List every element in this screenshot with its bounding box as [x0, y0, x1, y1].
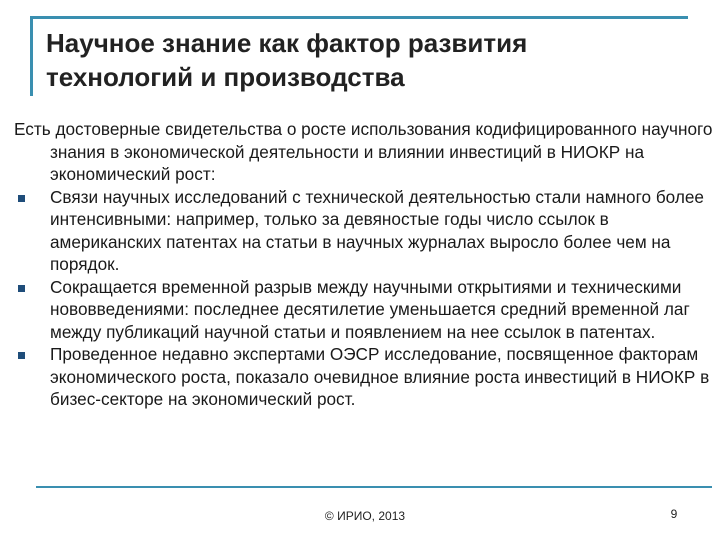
square-bullet-icon [18, 352, 25, 359]
footer-copyright: © ИРИО, 2013 [324, 509, 406, 523]
bullet-item [14, 276, 714, 344]
square-bullet-icon [18, 195, 25, 202]
square-bullet-icon [18, 285, 25, 292]
bullet-item [14, 186, 714, 276]
bullet-text: Сокращается временной разрыв между научными открытиями и техническими нововведениями: последнее десятилетие уменьшается средний временной лаг между публикаций научной статьи и появлением на нее ссылок в патентах. [50, 276, 690, 342]
bullet-list [14, 186, 714, 411]
title-left-rule [30, 16, 33, 96]
slide-body [14, 118, 714, 411]
title-top-rule [30, 16, 688, 19]
intro-paragraph: Есть достоверные свидетельства о росте использования кодифицированного научного знания в экономической деятельности и влиянии инвестиций в НИОКР на экономический рост: [14, 119, 713, 184]
bullet-item [14, 343, 714, 411]
bullet-text: Связи научных исследований с технической деятельностью стали намного более интенсивными: например, только за девяностые годы число ссылок в американских патентах на статьи в научных журналах выросло более чем на порядок. [50, 186, 704, 274]
slide-title [46, 26, 696, 94]
slide-title-line-1: Научное знание как фактор развития [46, 28, 528, 58]
slide-title-line-2: технологий и производства [46, 62, 405, 92]
page-number: 9 [670, 507, 678, 521]
footer-rule [36, 486, 712, 488]
bullet-text: Проведенное недавно экспертами ОЭСР исследование, посвященное факторам экономического роста, показало очевидное влияние роста инвестиций в НИОКР в бизес-секторе на экономический рост. [50, 344, 710, 409]
